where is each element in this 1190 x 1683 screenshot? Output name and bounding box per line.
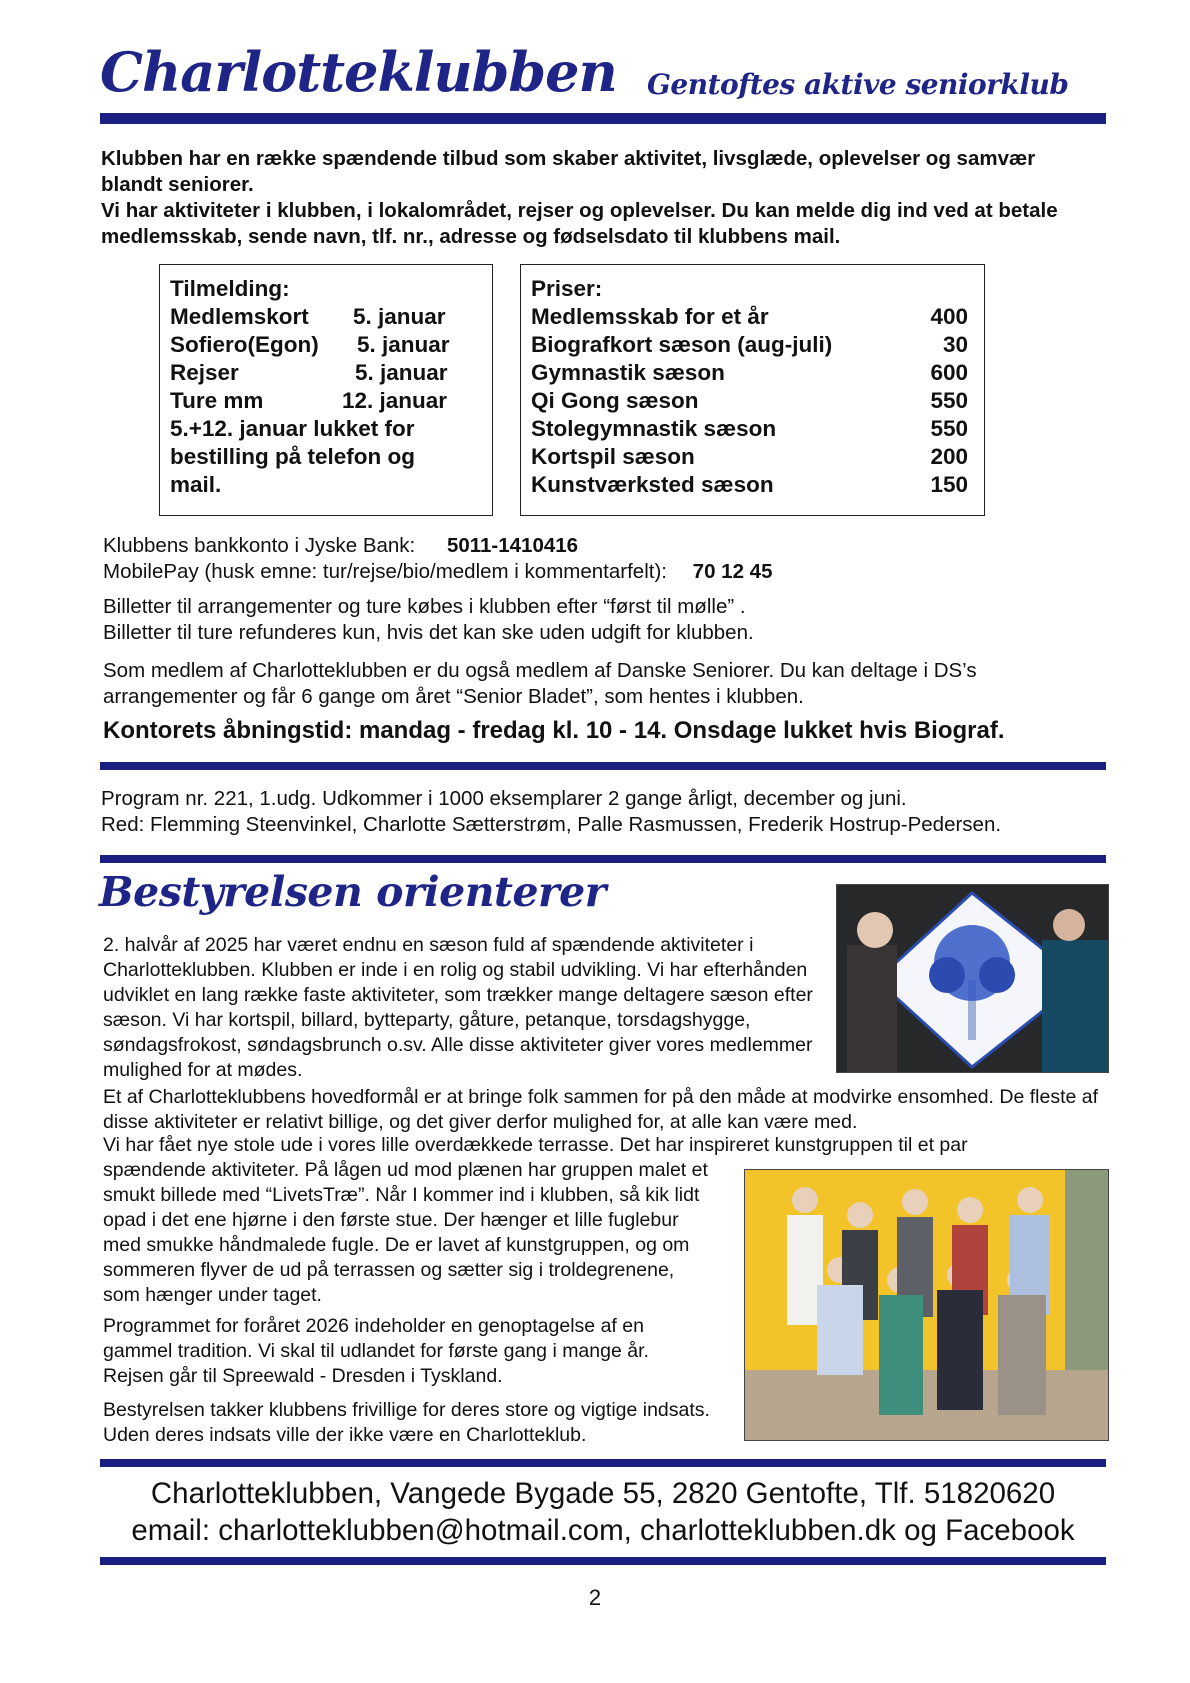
- bank-value: 5011-1410416: [446, 534, 579, 557]
- registration-box: [159, 264, 493, 516]
- registration-heading: Tilmelding:: [170, 276, 290, 301]
- price-label: Qi Gong sæson: [531, 388, 699, 413]
- price-value: 550: [930, 416, 968, 441]
- price-value: 400: [930, 304, 968, 329]
- membership-text: Som medlem af Charlotteklubben er du også medlem af Danske Seniorer. Du kan deltage i DS’s arrangementer og får 6 gange om året “Senior Bladet”, som hentes i klubben.: [103, 659, 977, 708]
- intro-text: [101, 146, 1101, 250]
- ticket-line: Billetter til ture refunderes kun, hvis det kan ske uden udgift for klubben.: [103, 621, 754, 644]
- footer-address: Charlotteklubben, Vangede Bygade 55, 2820 Gentofte, Tlf. 51820620: [150, 1477, 1056, 1510]
- masthead-subtitle: Gentoftes aktive seniorklub: [647, 68, 1069, 101]
- group-photo: [744, 1169, 1109, 1441]
- price-value: 30: [942, 332, 968, 357]
- mobilepay-label: MobilePay (husk emne: tur/rejse/bio/medlem i kommentarfelt):: [103, 560, 667, 583]
- intro-paragraph: Vi har aktiviteter i klubben, i lokalområdet, rejser og oplevelser. Du kan melde dig ind ved at betale medlemsskab, sende navn, tlf. nr., adresse og fødselsdato til klubbens mail.: [101, 199, 1058, 248]
- program-info: [101, 786, 1111, 838]
- masthead-title: Charlotteklubben: [100, 40, 617, 104]
- page-number: 2: [588, 1585, 602, 1610]
- mobilepay-value: 70 12 45: [692, 560, 773, 583]
- mobilepay: [103, 559, 772, 585]
- price-row: [531, 471, 974, 499]
- price-label: Medlemsskab for et år: [531, 304, 769, 329]
- program-line: Program nr. 221, 1.udg. Udkommer i 1000 eksemplarer 2 gange årligt, december og juni.: [101, 787, 907, 810]
- price-label: Kunstværksted sæson: [531, 472, 774, 497]
- registration-label: Sofiero(Egon): [170, 332, 319, 357]
- registration-date: 5. januar: [353, 304, 446, 329]
- price-row: [531, 415, 974, 443]
- livets-trae-photo: [836, 884, 1109, 1073]
- price-row: [531, 359, 974, 387]
- divider: [100, 1459, 1106, 1467]
- article-paragraph-2: Et af Charlotteklubbens hovedformål er at bringe folk sammen for på den måde at modvirke ensomhed. De fleste af disse aktiviteter er relativt billige, og det giver derfor mulighed for, at alle kan være med.: [103, 1086, 1099, 1133]
- registration-label: Ture mm: [170, 388, 264, 413]
- office-hours: Kontorets åbningstid: mandag - fredag kl. 10 - 14. Onsdage lukket hvis Biograf.: [103, 717, 1005, 744]
- price-label: Stolegymnastik sæson: [531, 416, 777, 441]
- divider: [100, 113, 1106, 124]
- bank-label: Klubbens bankkonto i Jyske Bank:: [103, 534, 416, 557]
- article-paragraph-3b: spændende aktiviteter. På lågen ud mod plænen har gruppen malet et smukt billede med “LivetsTræ”. Når I kommer ind i klubben, så kik lidt opad i det ene hjørne i den første stue. Der hænger et lille fuglebur med smukke håndmalede fugle. De er lavet af kunstgruppen, og om sommeren flyver de ud på terrassen og sætter sig i troldegrenene, som hænger under taget.: [103, 1159, 708, 1306]
- article-paragraph-3a: Vi har fået nye stole ude i vores lille overdækkede terrasse. Det har inspireret kunstgruppen til et par: [103, 1134, 968, 1156]
- prices-box: [520, 264, 985, 516]
- ticket-line: Billetter til arrangementer og ture købes i klubben efter “først til mølle” .: [103, 595, 746, 618]
- article-paragraph-1: 2. halvår af 2025 har været endnu en sæson fuld af spændende aktiviteter i Charlotteklubben. Klubben er inde i en rolig og stabil udvikling. Vi har efterhånden udviklet en lang række faste aktiviteter, som trækker mange deltagere sæson efter sæson. Vi har kortspil, billard, bytteparty, gåture, petanque, torsdagshygge, søndagsfrokost, søndagsbrunch o.sv. Alle disse aktiviteter giver vores medlemmer mulighed for at mødes.: [103, 934, 813, 1081]
- price-value: 200: [930, 444, 968, 469]
- registration-note: 5.+12. januar lukket for bestilling på telefon og mail.: [170, 416, 416, 497]
- divider: [100, 855, 1106, 863]
- registration-date: 5. januar: [357, 332, 450, 357]
- registration-label: Rejser: [170, 360, 239, 385]
- ticket-info: [103, 594, 1103, 646]
- price-value: 150: [930, 472, 968, 497]
- price-label: Biografkort sæson (aug-juli): [531, 332, 833, 357]
- registration-date: 5. januar: [355, 360, 448, 385]
- price-value: 550: [930, 388, 968, 413]
- price-row: [531, 331, 974, 359]
- price-value: 600: [930, 360, 968, 385]
- price-label: Gymnastik sæson: [531, 360, 725, 385]
- divider: [100, 1557, 1106, 1565]
- price-row: [531, 387, 974, 415]
- article-heading: Bestyrelsen orienterer: [99, 868, 606, 916]
- price-row: [531, 303, 974, 331]
- price-row: [531, 443, 974, 471]
- bank-account: [103, 533, 578, 559]
- registration-date: 12. januar: [342, 388, 448, 413]
- registration-label: Medlemskort: [170, 304, 309, 329]
- article-paragraph-5: Bestyrelsen takker klubbens frivillige for deres store og vigtige indsats. Uden deres indsats ville der ikke være en Charlotteklub.: [103, 1399, 710, 1446]
- program-line: Red: Flemming Steenvinkel, Charlotte Sætterstrøm, Palle Rasmussen, Frederik Hostrup-Pedersen.: [101, 813, 1002, 836]
- footer-contact: email: charlotteklubben@hotmail.com, charlotteklubben.dk og Facebook: [131, 1514, 1075, 1547]
- divider: [100, 762, 1106, 770]
- intro-paragraph: Klubben har en række spændende tilbud som skaber aktivitet, livsglæde, oplevelser og samvær blandt seniorer.: [101, 147, 1036, 196]
- price-label: Kortspil sæson: [531, 444, 695, 469]
- prices-heading: Priser:: [531, 276, 603, 301]
- article-paragraph-4: Programmet for foråret 2026 indeholder en genoptagelse af en gammel tradition. Vi skal til udlandet for første gang i mange år. Rejsen går til Spreewald - Dresden i Tyskland.: [103, 1315, 649, 1387]
